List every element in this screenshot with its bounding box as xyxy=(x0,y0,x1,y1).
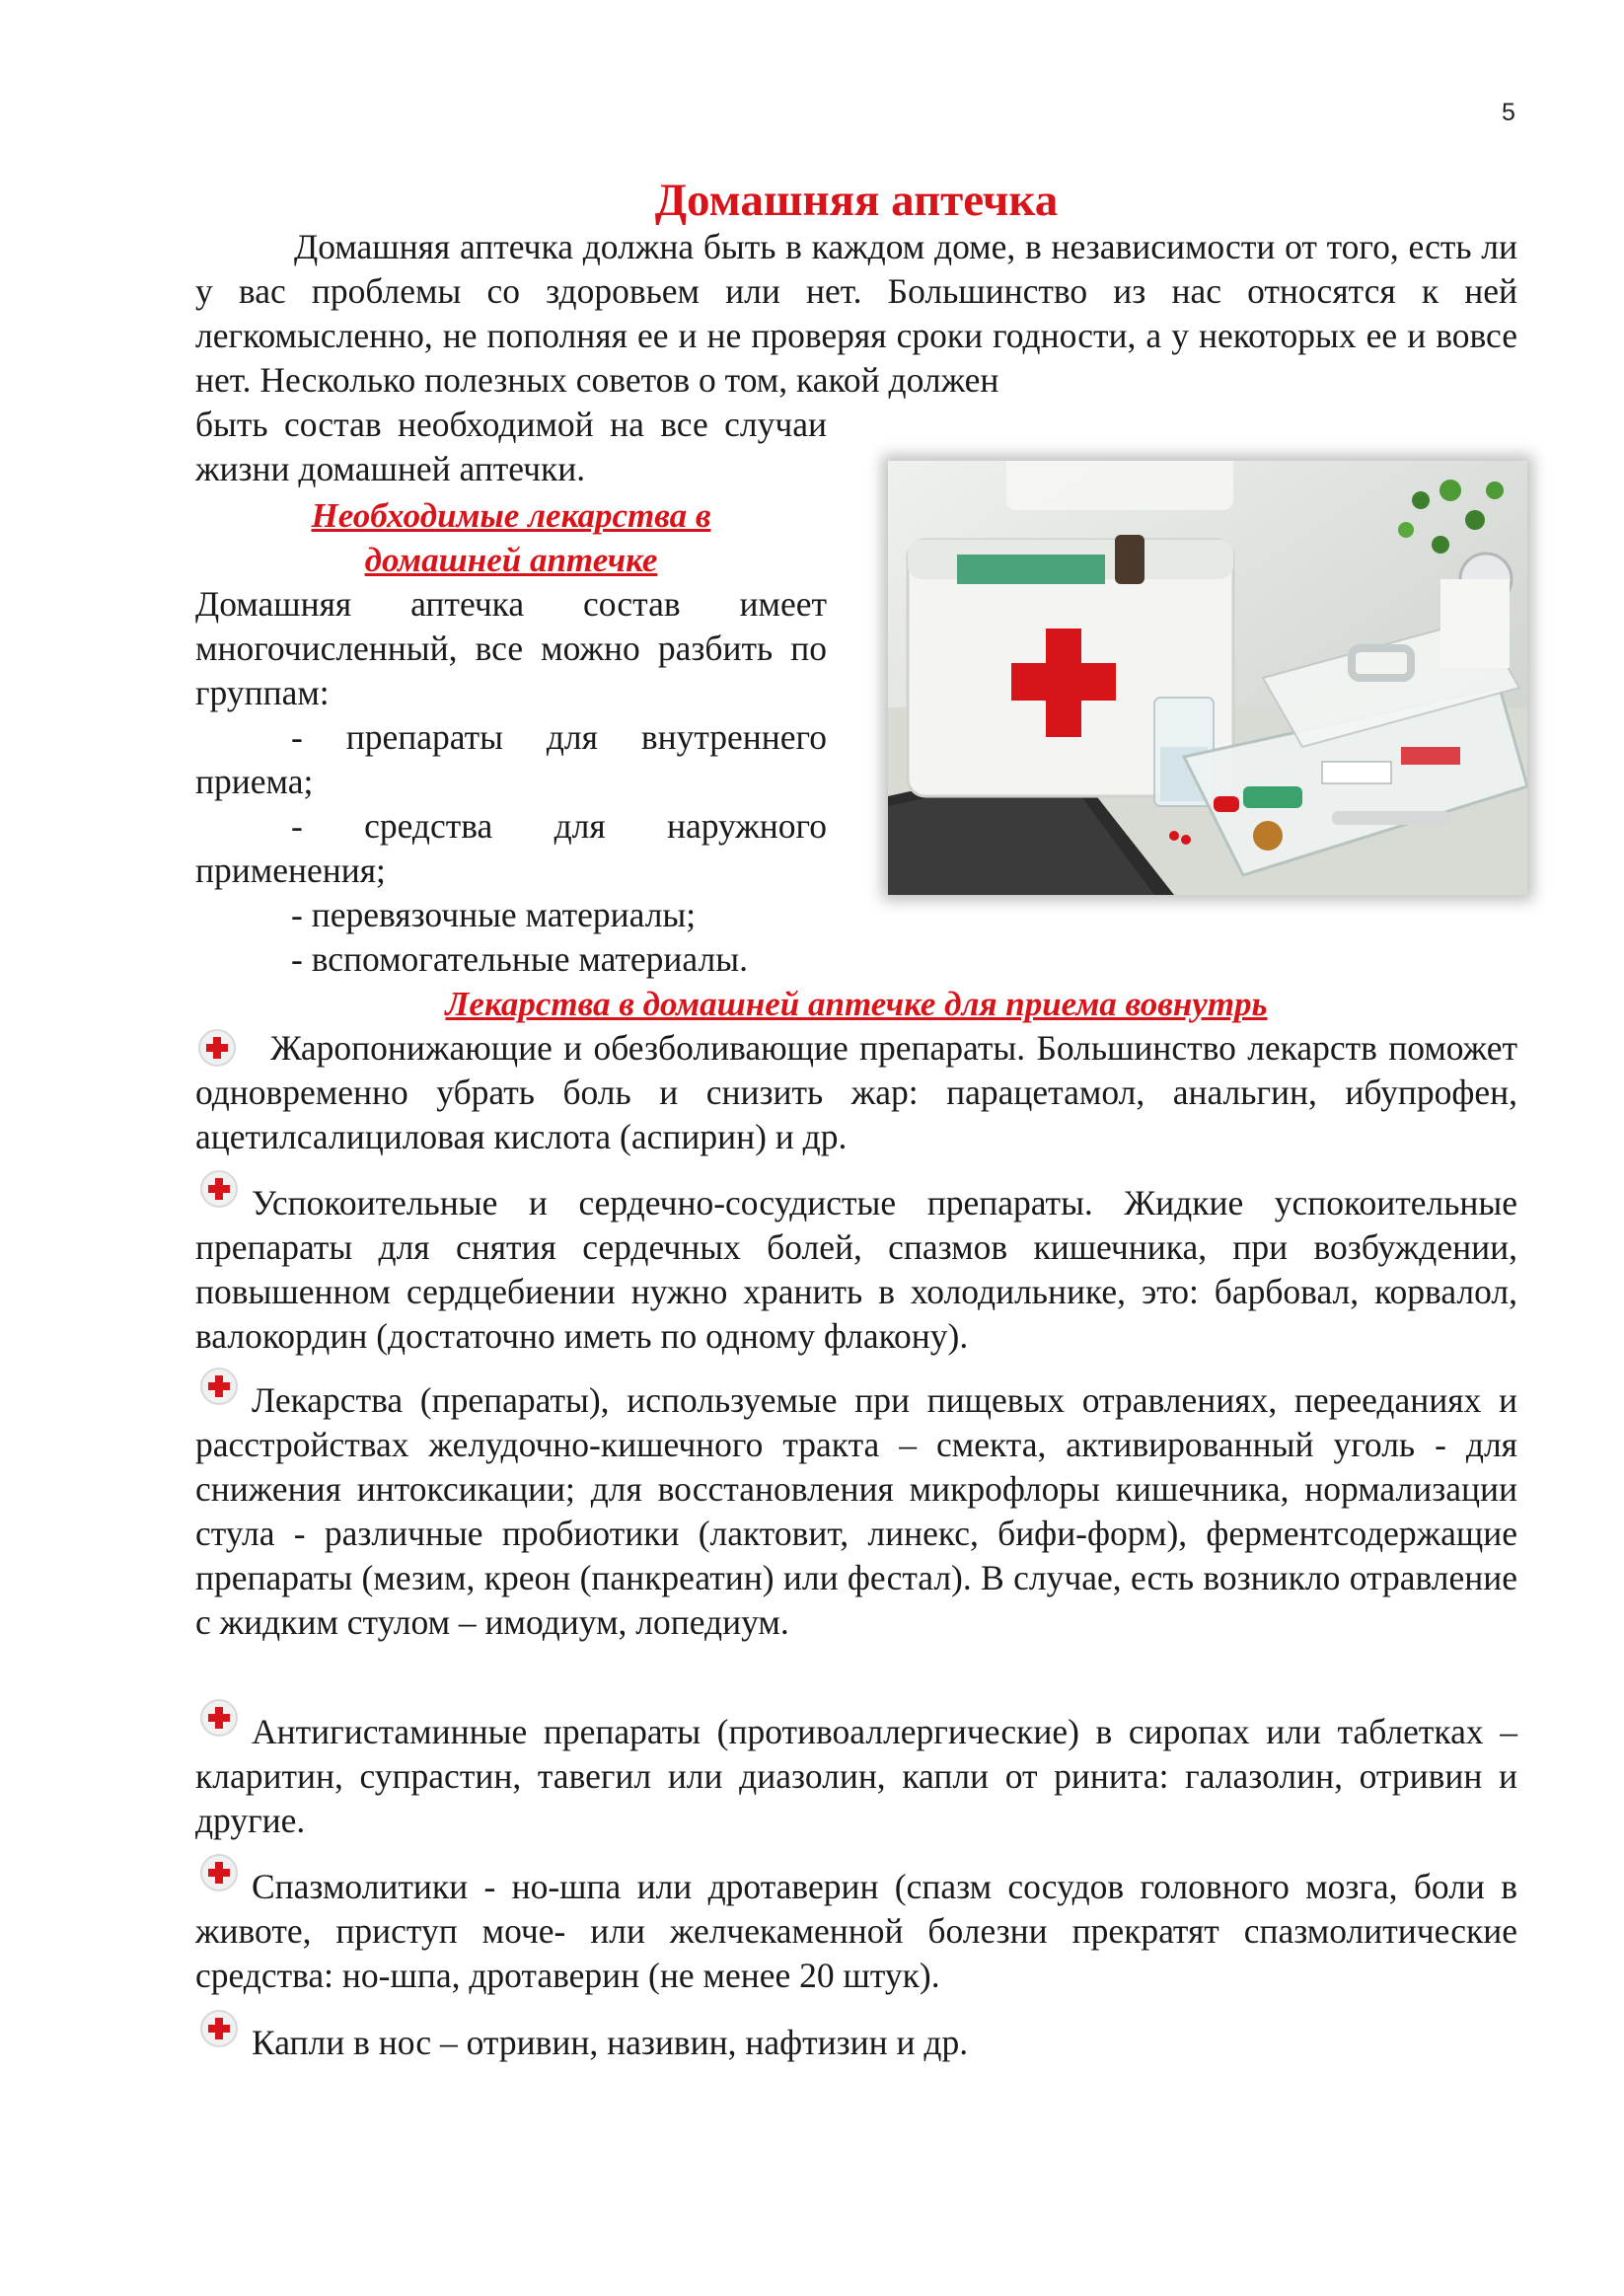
list-item xyxy=(195,2021,1517,2065)
subheading-line-2: домашней аптечке xyxy=(364,541,658,579)
groups-block xyxy=(195,582,827,982)
red-cross-bullet-icon xyxy=(197,1851,241,1894)
item-text: Капли в нос – отривин, називин, нафтизин и др. xyxy=(252,2023,969,2062)
list-item xyxy=(195,1710,1517,1843)
red-cross-bullet-icon xyxy=(197,1167,241,1211)
subheading-line-1: Необходимые лекарства в xyxy=(311,496,711,535)
list-item xyxy=(195,1378,1517,1645)
red-cross-bullet-icon xyxy=(195,1026,239,1070)
red-cross-bullet-icon xyxy=(197,1696,241,1740)
list-item xyxy=(195,1865,1517,1998)
section-heading: Лекарства в домашней аптечке для приема вовнутрь xyxy=(445,985,1268,1023)
list-item xyxy=(195,1026,1517,1159)
red-cross-bullet-icon xyxy=(197,2007,241,2050)
group-item: - средства для наружного применения; xyxy=(195,806,827,890)
item-text: Лекарства (препараты), используемые при пищевых отравлениях, перееданиях и расстройствах желудочно-кишечного тракта – смекта, активированный уголь - для снижения интоксикации; для восстановления микрофлоры кишечника, нормализации стула - различные пробиотики (лактовит, линекс, бифи-форм), ферментсодержащие препараты (мезим, креон (панкреатин) или фестал). В случае, есть возникло отравление с жидким стулом – имодиум, лопедиум. xyxy=(195,1380,1517,1642)
page-title: Домашняя аптечка xyxy=(654,175,1059,226)
item-text: Антигистаминные препараты (противоаллергические) в сиропах или таблетках – кларитин, супрастин, тавегил или диазолин, капли от ринита: галазолин, отривин и другие. xyxy=(195,1712,1517,1840)
intro-paragraph-tail: быть состав необходимой на все случаи жизни домашней аптечки. xyxy=(195,405,827,488)
red-cross-bullet-icon xyxy=(197,1365,241,1408)
first-aid-kit-photo xyxy=(888,461,1527,895)
item-text: Жаропонижающие и обезболивающие препараты. Большинство лекарств поможет одновременно убрать боль и снизить жар: парацетамол, анальгин, ибупрофен, ацетилсалициловая кислота (аспирин) и др. xyxy=(195,1028,1517,1156)
group-item: - перевязочные материалы; xyxy=(291,895,697,934)
group-item: - препараты для внутреннего приема; xyxy=(195,717,827,801)
item-text: Спазмолитики - но-шпа или дротаверин (спазм сосудов головного мозга, боли в животе, приступ моче- или желчекаменной болезни прекратят спазмолитические средства: но-шпа, дротаверин (не менее 20 штук). xyxy=(195,1867,1517,1995)
page-number: 5 xyxy=(1502,99,1515,126)
first-aid-kit-illustration xyxy=(888,461,1527,895)
group-item: - вспомогательные материалы. xyxy=(291,939,748,979)
item-text: Успокоительные и сердечно-сосудистые препараты. Жидкие успокоительные препараты для снятия сердечных болей, спазмов кишечника, при возбуждении, повышенном сердцебиении нужно хранить в холодильнике, это: барбовал, корвалол, валокордин (достаточно иметь по одному флакону). xyxy=(195,1183,1517,1356)
intro-paragraph: Домашняя аптечка должна быть в каждом доме, в независимости от того, есть ли у вас проблемы со здоровьем или нет. Большинство из нас относятся к ней легкомысленно, не пополняя ее и не проверяя сроки годности, а у некоторых ее и вовсе нет. Несколько полезных советов о том, какой должен xyxy=(195,227,1517,400)
list-item xyxy=(195,1181,1517,1359)
groups-intro: Домашняя аптечка состав имеет многочисленный, все можно разбить по группам: xyxy=(195,584,827,712)
